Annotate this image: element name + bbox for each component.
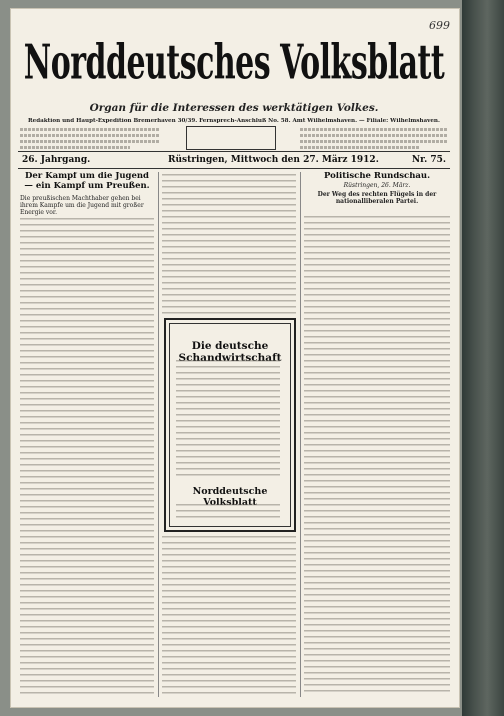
- right-column-heading: Politische Rundschau.: [323, 172, 431, 181]
- dateline-date: Rüstringen, Mittwoch den 27. März 1912.: [168, 155, 379, 165]
- masthead-smallprint: [20, 128, 160, 131]
- right-column-subheading: Rüstringen, 26. März.: [343, 181, 411, 189]
- advertisement-title: Die deutsche Schandwirtschaft: [178, 340, 282, 364]
- advertisement-text: [176, 360, 280, 478]
- left-column-intro: Die preußischen Machthaber gehen bei ihrem Kampfe um die Jugend mit großer Energie vor.: [20, 194, 144, 216]
- dateline-number: Nr. 75.: [411, 155, 446, 165]
- masthead-smallprint: [300, 140, 448, 143]
- dateline: [18, 153, 450, 167]
- left-column-heading: Der Kampf um die Jugend — ein Kampf um Preußen.: [24, 172, 150, 191]
- advertisement-footer: Norddeutsche Volksblatt: [192, 486, 268, 508]
- masthead-smallprint: [300, 134, 448, 137]
- masthead-info-line: Redaktion und Haupt-Expedition Bremerhaven 30/39. Fernsprech-Anschluß No. 58. Amt Wilhelmshaven. — Filiale: Wilhelmshaven.: [28, 118, 440, 124]
- left-column: [20, 172, 154, 697]
- right-column-text: [304, 216, 450, 696]
- masthead-smallprint: [300, 128, 448, 131]
- masthead-center-box: [186, 126, 276, 150]
- masthead-smallprint: [20, 146, 130, 149]
- advertisement-footer-text: [176, 504, 280, 520]
- masthead-title: Norddeutsches Volksblatt: [23, 35, 445, 92]
- middle-column-text-top: [162, 174, 296, 316]
- left-column-text: [20, 218, 154, 696]
- middle-column-text-bottom: [162, 536, 296, 696]
- advertisement-box: [164, 318, 296, 532]
- book-binding: [462, 0, 504, 716]
- masthead-smallprint: [300, 146, 420, 149]
- page-number: 699: [429, 19, 450, 32]
- right-column-lead: Der Weg des rechten Flügels in der nationalliberalen Partei.: [317, 190, 437, 206]
- right-column: [304, 172, 450, 697]
- masthead-smallprint: [20, 140, 160, 143]
- column-separator: [300, 172, 301, 697]
- rule-bottom: [18, 168, 450, 169]
- dateline-volume: 26. Jahrgang.: [22, 155, 91, 165]
- rule-top: [18, 151, 450, 152]
- masthead-smallprint: [20, 134, 160, 137]
- column-separator: [158, 172, 159, 697]
- masthead-subtitle: Organ für die Interessen des werktätigen Volkes.: [89, 102, 379, 114]
